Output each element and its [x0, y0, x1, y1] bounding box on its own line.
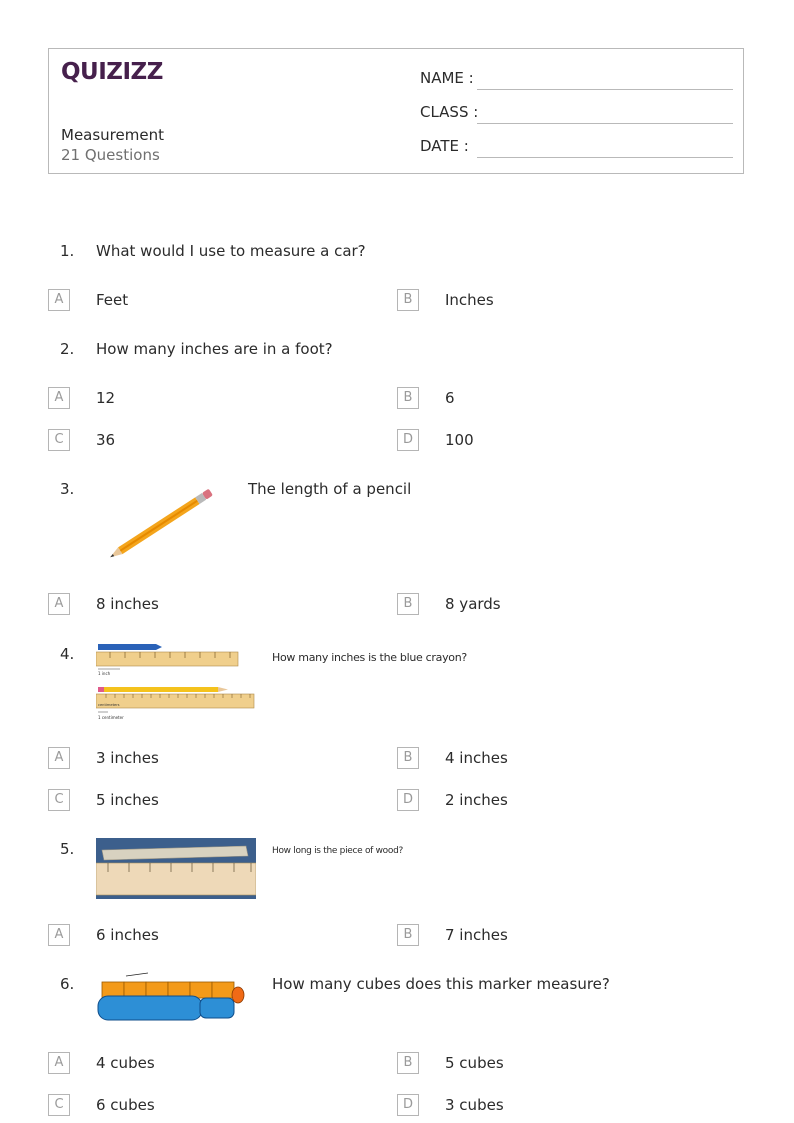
- option-a-text[interactable]: Feet: [96, 291, 129, 309]
- option-a-box[interactable]: A: [48, 593, 70, 615]
- question-text: How many inches are in a foot?: [96, 340, 333, 358]
- option-a-box[interactable]: A: [48, 289, 70, 311]
- pencil-image: [98, 480, 228, 566]
- option-b-text[interactable]: 8 yards: [445, 595, 501, 613]
- option-c-text[interactable]: 36: [96, 431, 116, 449]
- class-line[interactable]: [477, 123, 733, 124]
- pencil-eraser-2: [98, 687, 104, 692]
- marker-tip: [232, 987, 244, 1003]
- option-b-box[interactable]: B: [397, 1052, 419, 1074]
- wooden-ruler: [96, 863, 256, 895]
- option-c-box[interactable]: C: [48, 789, 70, 811]
- option-d-text[interactable]: 3 cubes: [445, 1096, 504, 1114]
- worksheet-title: Measurement: [61, 126, 164, 144]
- crayon-ruler-image: [96, 642, 256, 722]
- option-d-box[interactable]: D: [397, 1094, 419, 1116]
- worksheet-header: [48, 48, 744, 174]
- question-text: How many inches is the blue crayon?: [272, 651, 467, 664]
- date-label: DATE :: [420, 137, 469, 155]
- date-field[interactable]: [420, 137, 733, 159]
- pencil-tip-2: [218, 687, 228, 692]
- pointer-line: [126, 973, 148, 976]
- option-b-box[interactable]: B: [397, 289, 419, 311]
- marker-cap: [200, 998, 234, 1018]
- pencil-stripe: [120, 500, 198, 552]
- question-number: 5.: [60, 840, 75, 858]
- option-b-box[interactable]: B: [397, 747, 419, 769]
- crayon-body: [98, 644, 156, 650]
- option-b-text[interactable]: Inches: [445, 291, 494, 309]
- option-c-text[interactable]: 5 inches: [96, 791, 159, 809]
- question-number: 4.: [60, 645, 75, 663]
- quizizz-logo: QUIZIZZ: [61, 59, 163, 85]
- option-b-box[interactable]: B: [397, 924, 419, 946]
- cm-ruler: [96, 694, 254, 708]
- question-count: 21 Questions: [61, 146, 160, 164]
- option-d-box[interactable]: D: [397, 429, 419, 451]
- option-a-text[interactable]: 3 inches: [96, 749, 159, 767]
- class-label: CLASS :: [420, 103, 479, 121]
- question-text: What would I use to measure a car?: [96, 242, 366, 260]
- option-d-box[interactable]: D: [397, 789, 419, 811]
- centimeter-label: 1 centimeter: [98, 715, 124, 720]
- option-d-text[interactable]: 2 inches: [445, 791, 508, 809]
- name-field[interactable]: [420, 69, 733, 91]
- option-a-box[interactable]: A: [48, 1052, 70, 1074]
- option-c-box[interactable]: C: [48, 1094, 70, 1116]
- class-field[interactable]: [420, 103, 733, 125]
- crayon-tip: [156, 644, 162, 650]
- option-c-box[interactable]: C: [48, 429, 70, 451]
- wood-ruler-image: [96, 838, 256, 899]
- name-label: NAME :: [420, 69, 474, 87]
- option-a-text[interactable]: 12: [96, 389, 116, 407]
- option-b-text[interactable]: 5 cubes: [445, 1054, 504, 1072]
- inch-label: 1 inch: [98, 671, 111, 676]
- option-a-box[interactable]: A: [48, 924, 70, 946]
- option-b-text[interactable]: 4 inches: [445, 749, 508, 767]
- pencil-body-2: [98, 687, 218, 692]
- question-number: 6.: [60, 975, 75, 993]
- option-a-text[interactable]: 6 inches: [96, 926, 159, 944]
- option-a-text[interactable]: 8 inches: [96, 595, 159, 613]
- question-text: The length of a pencil: [248, 480, 412, 498]
- question-text: How many cubes does this marker measure?: [272, 975, 610, 993]
- marker-body: [98, 996, 202, 1020]
- option-c-text[interactable]: 6 cubes: [96, 1096, 155, 1114]
- inch-ruler: [96, 652, 238, 666]
- option-a-box[interactable]: A: [48, 387, 70, 409]
- question-number: 1.: [60, 242, 75, 260]
- option-b-box[interactable]: B: [397, 387, 419, 409]
- question-number: 2.: [60, 340, 75, 358]
- question-number: 3.: [60, 480, 75, 498]
- option-a-text[interactable]: 4 cubes: [96, 1054, 155, 1072]
- date-line[interactable]: [477, 157, 733, 158]
- option-b-box[interactable]: B: [397, 593, 419, 615]
- option-a-box[interactable]: A: [48, 747, 70, 769]
- centimeters-label: centimeters: [98, 703, 120, 707]
- marker-cubes-image: [96, 970, 248, 1026]
- option-b-text[interactable]: 7 inches: [445, 926, 508, 944]
- name-line[interactable]: [477, 89, 733, 90]
- option-d-text[interactable]: 100: [445, 431, 474, 449]
- option-b-text[interactable]: 6: [445, 389, 455, 407]
- question-text: How long is the piece of wood?: [272, 846, 403, 856]
